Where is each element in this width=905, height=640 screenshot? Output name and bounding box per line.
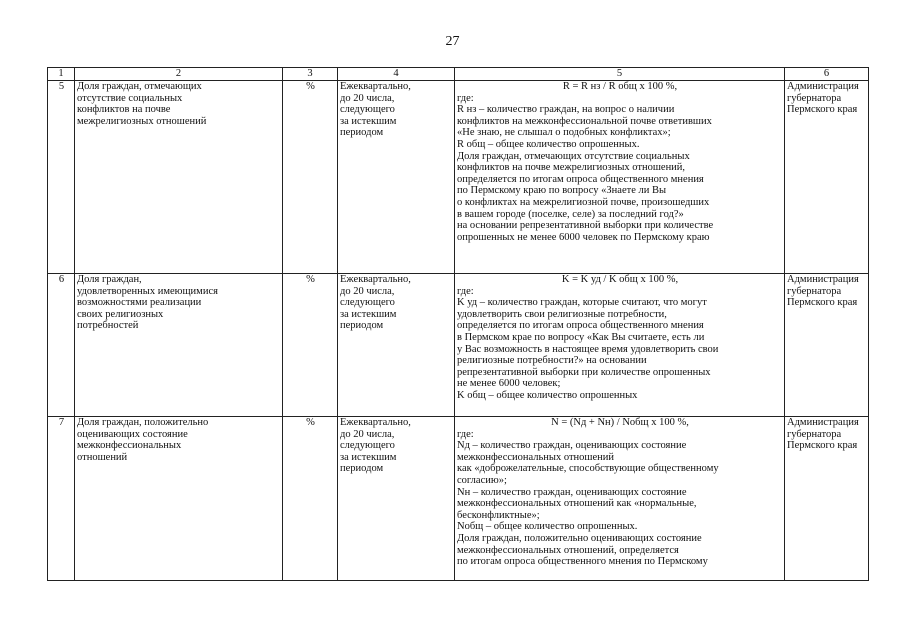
method-line: Nд – количество граждан, оценивающих состояние: [457, 440, 687, 452]
period-line: периодом: [340, 463, 384, 475]
row-number-cell: 5: [48, 81, 75, 274]
method-line: определяется по итогам опроса общественного мнения: [457, 320, 704, 332]
period-line: до 20 числа,: [340, 428, 395, 440]
method-line: репрезентативной выборки при количестве опрошенных: [457, 366, 711, 378]
period-line: за истекшим: [340, 308, 397, 320]
method-line: на основании репрезентативной выборки при количестве: [457, 220, 714, 232]
indicator-line: отсутствие социальных: [77, 92, 183, 104]
responsible-line: губернатора: [787, 92, 842, 104]
method-line: определяется по итогам опроса общественного мнения: [457, 173, 704, 185]
header-cell: 5: [455, 68, 785, 81]
indicator-cell: [75, 417, 283, 581]
responsible-line: Пермского края: [787, 440, 858, 452]
period-cell: [338, 81, 455, 274]
page-number: 27: [445, 34, 460, 49]
method-line: где:: [457, 428, 474, 440]
method-line: удовлетворить свои религиозные потребности,: [457, 308, 667, 320]
indicator-line: Доля граждан, отмечающих: [77, 81, 202, 92]
method-line: о конфликтах на межрелигиозной почве, произошедших: [457, 196, 710, 208]
responsible-line: Пермского края: [787, 297, 858, 309]
method-line: K уд – количество граждан, которые считают, что могут: [457, 297, 707, 309]
period-line: следующего: [340, 104, 395, 116]
method-line: Доля граждан, положительно оценивающих состояние: [457, 532, 702, 544]
period-line: периодом: [340, 320, 384, 332]
row-number-cell: 6: [48, 274, 75, 417]
period-cell: [338, 417, 455, 581]
indicator-cell: [75, 274, 283, 417]
indicator-line: потребностей: [77, 320, 139, 332]
table-row: [48, 274, 869, 417]
method-line: межконфессиональных отношений как «нормальные,: [457, 498, 697, 510]
table-row: [48, 417, 869, 581]
indicator-line: Доля граждан, положительно: [77, 417, 209, 428]
responsible-line: Администрация: [787, 417, 859, 428]
header-cell: 2: [75, 68, 283, 81]
unit-cell: %: [283, 274, 338, 417]
header-cell: 1: [48, 68, 75, 81]
responsible-cell: [785, 274, 869, 417]
indicator-line: своих религиозных: [77, 308, 164, 320]
header-row: [48, 68, 869, 81]
method-line: где:: [457, 92, 474, 104]
method-line: K общ – общее количество опрошенных: [457, 389, 638, 401]
responsible-line: губернатора: [787, 428, 842, 440]
responsible-line: губернатора: [787, 285, 842, 297]
formula: N = (Nд + Nн) / Nобщ х 100 %,: [551, 417, 689, 428]
method-cell: [455, 81, 785, 274]
method-line: R нз – количество граждан, на вопрос о наличии: [457, 104, 675, 116]
period-line: за истекшим: [340, 451, 397, 463]
responsible-line: Администрация: [787, 274, 859, 285]
period-line: Ежеквартально,: [340, 417, 411, 428]
method-line: в Пермском крае по вопросу «Как Вы считаете, есть ли: [457, 331, 705, 343]
period-line: до 20 числа,: [340, 285, 395, 297]
method-line: согласию»;: [457, 474, 507, 486]
method-cell: [455, 417, 785, 581]
method-line: бесконфликтные»;: [457, 509, 540, 521]
method-line: «Не знаю, не слышал о подобных конфликтах»;: [457, 127, 671, 139]
period-line: за истекшим: [340, 115, 397, 127]
method-line: опрошенных не менее 6000 человек по Пермскому краю: [457, 231, 710, 243]
method-line: межконфессиональных отношений: [457, 451, 615, 463]
method-line: у Вас возможность в настоящее время удовлетворить свои: [457, 343, 719, 355]
period-line: Ежеквартально,: [340, 274, 411, 285]
responsible-line: Пермского края: [787, 104, 858, 116]
indicator-line: отношений: [77, 451, 128, 463]
responsible-cell: [785, 81, 869, 274]
method-line: в вашем городе (поселке, селе) за последний год?»: [457, 208, 684, 220]
method-line: как «доброжелательные, способствующие общественному: [457, 463, 719, 475]
method-line: не менее 6000 человек;: [457, 378, 561, 390]
period-line: Ежеквартально,: [340, 81, 411, 92]
indicator-line: удовлетворенных имеющимися: [77, 285, 218, 297]
period-line: следующего: [340, 297, 395, 309]
method-line: религиозные потребности?» на основании: [457, 355, 647, 367]
indicator-line: межконфессиональных: [77, 440, 182, 452]
method-line: Nобщ – общее количество опрошенных.: [457, 521, 638, 533]
header-cell: 3: [283, 68, 338, 81]
indicator-line: оценивающих состояние: [77, 428, 188, 440]
method-line: где:: [457, 285, 474, 297]
period-line: до 20 числа,: [340, 92, 395, 104]
indicators-table: [47, 67, 869, 581]
period-line: периодом: [340, 127, 384, 139]
unit-cell: %: [283, 81, 338, 274]
method-cell: [455, 274, 785, 417]
indicator-cell: [75, 81, 283, 274]
method-line: конфликтов на почве межрелигиозных отношений,: [457, 162, 686, 174]
formula: R = R нз / R общ х 100 %,: [562, 81, 678, 92]
method-line: конфликтов на межконфессиональной почве ответивших: [457, 115, 712, 127]
responsible-line: Администрация: [787, 81, 859, 92]
method-line: по Пермскому краю по вопросу «Знаете ли Вы: [457, 185, 667, 197]
period-line: следующего: [340, 440, 395, 452]
indicator-line: межрелигиозных отношений: [77, 115, 207, 127]
period-cell: [338, 274, 455, 417]
responsible-cell: [785, 417, 869, 581]
method-line: R общ – общее количество опрошенных.: [457, 138, 640, 150]
header-cell: 6: [785, 68, 869, 81]
indicator-line: Доля граждан,: [77, 274, 142, 285]
indicator-line: возможностями реализации: [77, 297, 202, 309]
method-line: Доля граждан, отмечающих отсутствие социальных: [457, 150, 690, 162]
table-row: [48, 81, 869, 274]
method-line: Nн – количество граждан, оценивающих состояние: [457, 486, 687, 498]
header-cell: 4: [338, 68, 455, 81]
row-number-cell: 7: [48, 417, 75, 581]
formula: K = K уд / K общ х 100 %,: [561, 274, 679, 285]
indicator-line: конфликтов на почве: [77, 104, 171, 116]
method-line: межконфессиональных отношений, определяется: [457, 544, 679, 556]
method-line: по итогам опроса общественного мнения по Пермскому: [457, 556, 708, 568]
unit-cell: %: [283, 417, 338, 581]
